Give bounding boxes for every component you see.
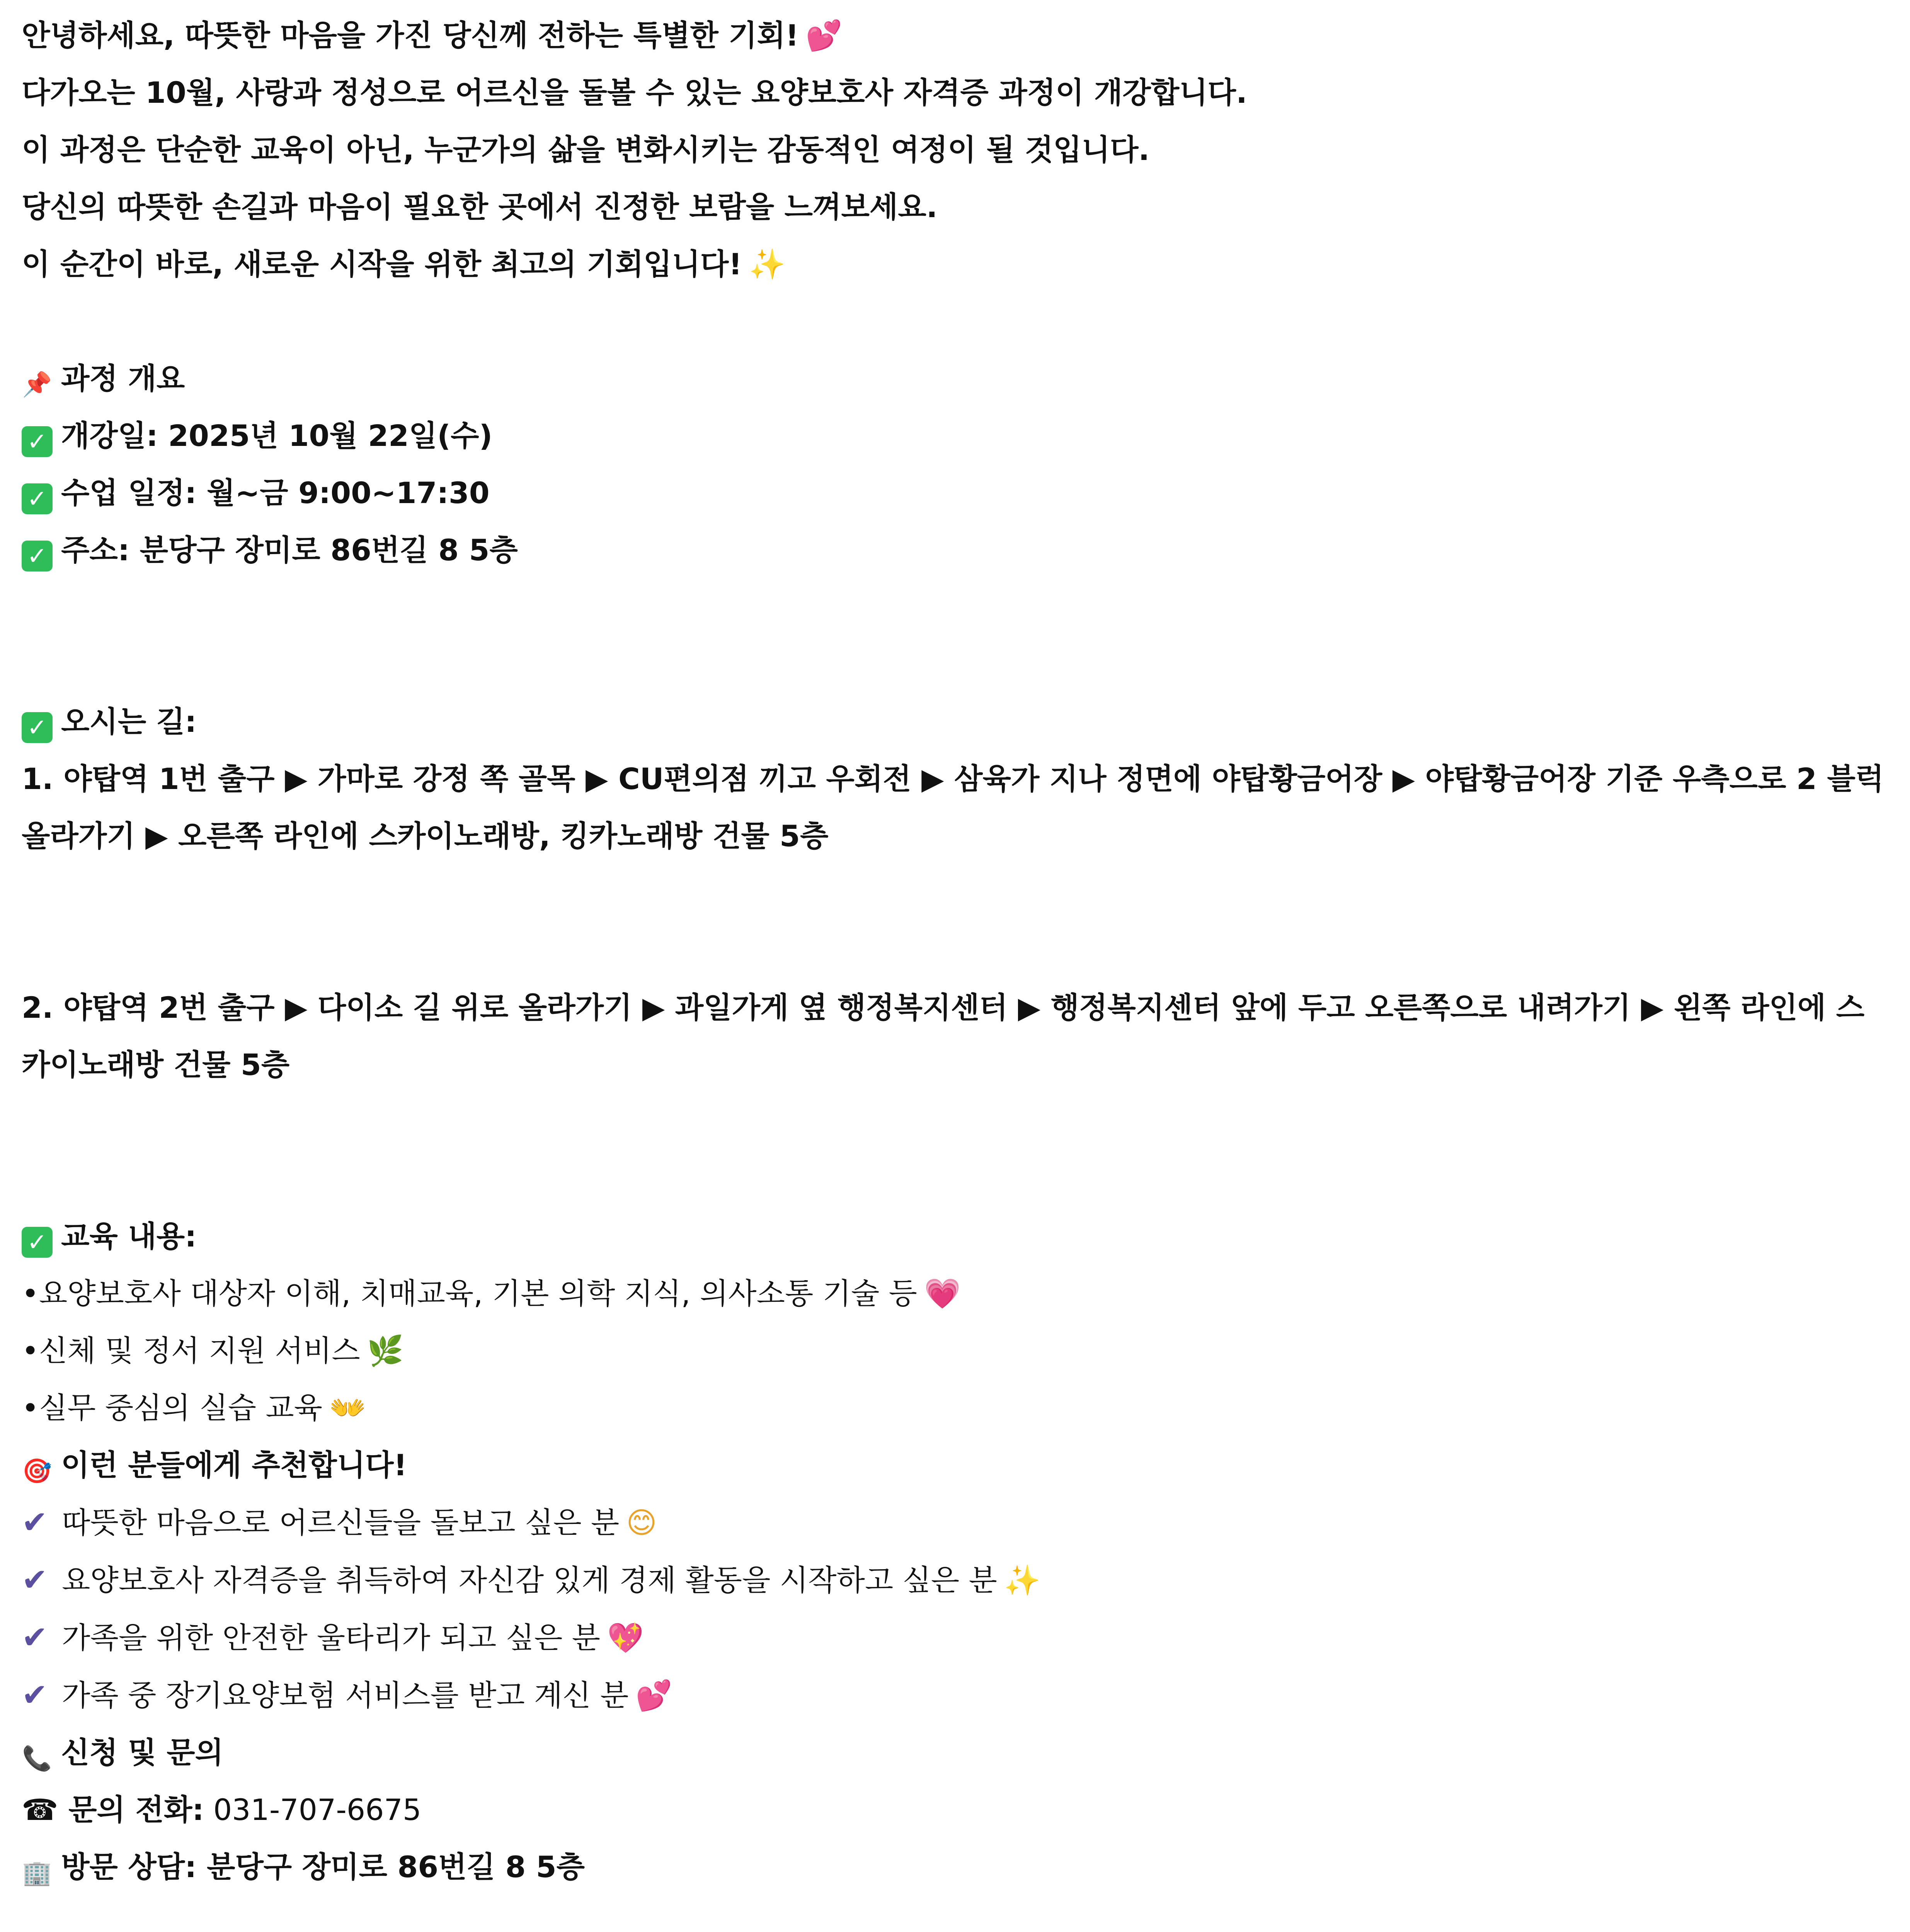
sparkling-heart-icon: 💗 [924, 1276, 961, 1311]
intro-line: 다가오는 10월, 사랑과 정성으로 어르신을 돌볼 수 있는 요양보호사 자격증 과정이 개강합니다. [22, 75, 1247, 110]
check-box-icon: ✓ [22, 712, 53, 743]
address-text: 주소: 분당구 장미로 86번길 8 5층 [61, 533, 518, 567]
check-box-icon: ✓ [22, 426, 53, 457]
spacer [22, 293, 1888, 350]
contact-heading [22, 1724, 1888, 1781]
two-hearts-icon: 💕 [635, 1678, 672, 1713]
pushpin-icon: 📌 [22, 370, 52, 398]
curriculum-item [22, 1322, 1888, 1379]
recommend-heading [22, 1437, 1888, 1494]
recommend-item-text: 가족을 위한 안전한 울타리가 되고 싶은 분 [62, 1621, 601, 1655]
checkmark-icon: ✔ [22, 1677, 48, 1713]
contact-phone [22, 1781, 1888, 1838]
open-hands-icon: 👐 [329, 1391, 366, 1425]
target-icon: 🎯 [22, 1457, 52, 1485]
checkmark-icon: ✔ [22, 1619, 48, 1655]
recommend-item [22, 1551, 1888, 1609]
contact-heading-text: 신청 및 문의 [61, 1735, 223, 1770]
curriculum-item-text: •실무 중심의 실습 교육 [22, 1391, 323, 1425]
two-hearts-icon: 💕 [805, 18, 843, 53]
directions-heading [22, 693, 1888, 750]
overview-heading [22, 350, 1888, 407]
spacer [22, 865, 1888, 979]
recommend-item [22, 1494, 1888, 1551]
curriculum-heading [22, 1208, 1888, 1265]
spacer [22, 579, 1888, 693]
intro-line [22, 236, 1888, 293]
intro-line: 당신의 따뜻한 손길과 마음이 필요한 곳에서 진정한 보람을 느껴보세요. [22, 190, 938, 224]
directions-route-1: 1. 야탑역 1번 출구 ▶ 가마로 강정 쪽 골목 ▶ CU편의점 끼고 우회전 ▶ 삼육가 지나 정면에 야탑황금어장 ▶ 야탑황금어장 기준 우측으로 2 블럭 올라가기 ▶ 오른쪽 라인에 스카이노래방, 킹카노래방 건물 5층 [22, 762, 1884, 853]
sparkles-icon: ✨ [749, 247, 786, 281]
curriculum-heading-text: 교육 내용: [61, 1219, 197, 1253]
checkmark-icon: ✔ [22, 1562, 48, 1598]
directions-heading-text: 오시는 길: [61, 704, 197, 739]
schedule-text: 수업 일정: 월~금 9:00~17:30 [61, 476, 490, 510]
check-box-icon: ✓ [22, 483, 53, 514]
check-box-icon: ✓ [22, 1227, 53, 1258]
contact-visit [22, 1838, 1888, 1896]
intro-closing-text: 이 순간이 바로, 새로운 시작을 위한 최고의 기회입니다! [22, 247, 742, 281]
phone-label: ☎ 문의 전화: [22, 1793, 204, 1827]
overview-item [22, 464, 1888, 522]
office-building-icon: 🏢 [22, 1859, 52, 1887]
recommend-item-text: 요양보호사 자격증을 취득하여 자신감 있게 경제 활동을 시작하고 싶은 분 [62, 1563, 997, 1597]
checkmark-icon: ✔ [22, 1504, 48, 1540]
start-date-text: 개강일: 2025년 10월 22일(수) [61, 418, 493, 453]
recommend-heading-text: 이런 분들에게 추천합니다! [61, 1448, 407, 1482]
spacer [22, 1896, 1888, 1932]
curriculum-item-text: •요양보호사 대상자 이해, 치매교육, 기본 의학 지식, 의사소통 기술 등 [22, 1276, 917, 1311]
recommend-item [22, 1667, 1888, 1724]
spacer [22, 1094, 1888, 1208]
check-box-icon: ✓ [22, 541, 53, 571]
curriculum-item-text: •신체 및 정서 지원 서비스 [22, 1333, 360, 1368]
heart-with-ribbon-icon: 💖 [607, 1621, 644, 1655]
recommend-item-text: 따뜻한 마음으로 어르신들을 돌보고 싶은 분 [62, 1505, 620, 1540]
recommend-item [22, 1609, 1888, 1667]
sparkles-icon: ✨ [1004, 1563, 1041, 1597]
overview-heading-text: 과정 개요 [61, 361, 185, 396]
phone-number[interactable]: 031-707-6675 [213, 1793, 422, 1827]
intro-greeting: 안녕하세요, 따뜻한 마음을 가진 당신께 전하는 특별한 기회! [22, 18, 799, 53]
visit-text: 방문 상담: 분당구 장미로 86번길 8 5층 [61, 1850, 585, 1884]
smiling-face-icon: 😊 [626, 1505, 657, 1540]
intro-line [22, 7, 1888, 64]
overview-item [22, 407, 1888, 464]
curriculum-item [22, 1379, 1888, 1437]
telephone-receiver-icon: 📞 [22, 1744, 52, 1772]
intro-line: 이 과정은 단순한 교육이 아닌, 누군가의 삶을 변화시키는 감동적인 여정이 될 것입니다. [22, 133, 1150, 167]
directions-route-2: 2. 야탑역 2번 출구 ▶ 다이소 길 위로 올라가기 ▶ 과일가게 옆 행정복지센터 ▶ 행정복지센터 앞에 두고 오른쪽으로 내려가기 ▶ 왼쪽 라인에 스카이노래방 건물 5층 [22, 990, 1865, 1082]
curriculum-item [22, 1265, 1888, 1322]
recommend-item-text: 가족 중 장기요양보험 서비스를 받고 계신 분 [62, 1678, 629, 1713]
overview-item [22, 522, 1888, 579]
herb-icon: 🌿 [367, 1333, 404, 1368]
